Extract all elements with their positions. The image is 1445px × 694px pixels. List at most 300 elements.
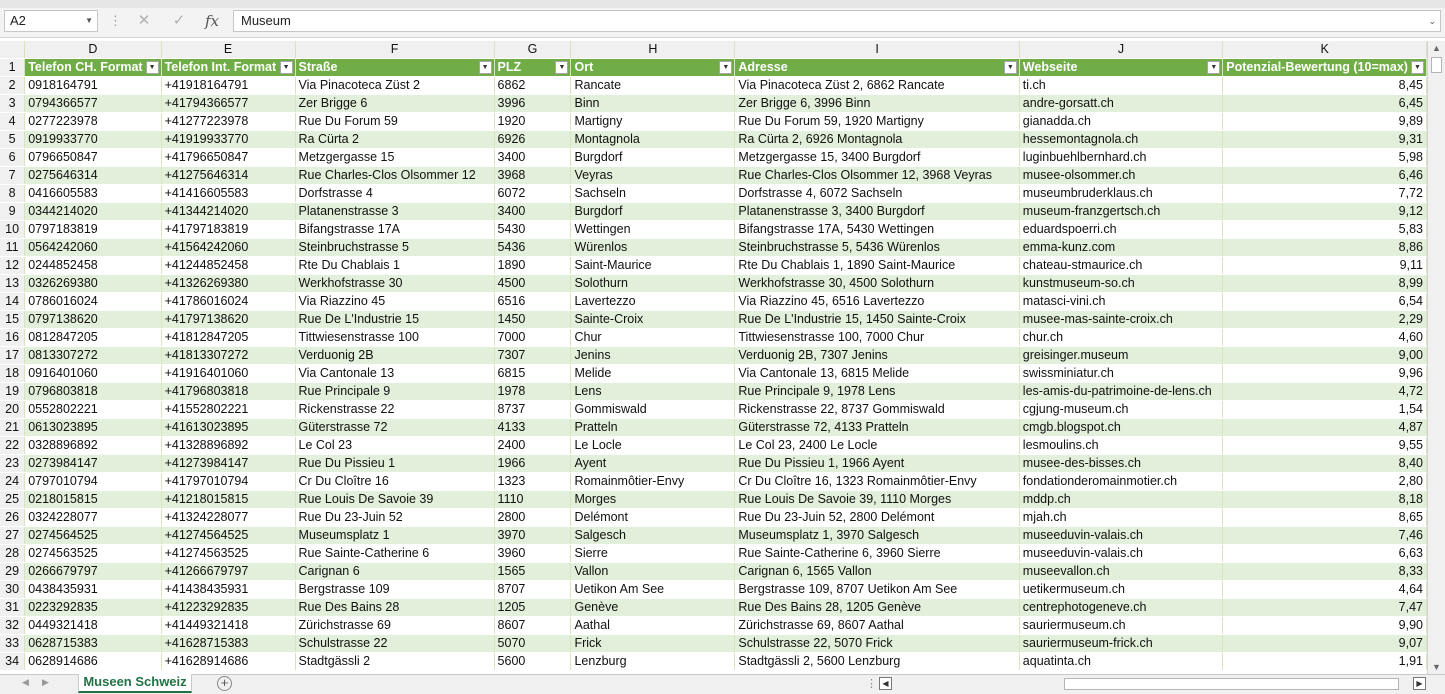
table-cell[interactable]: mddp.ch	[1019, 491, 1223, 509]
table-cell[interactable]: 0786016024	[25, 293, 161, 311]
row-number[interactable]: 8	[0, 185, 25, 203]
table-cell[interactable]: 3960	[494, 545, 571, 563]
table-cell[interactable]: +41274564525	[161, 527, 295, 545]
row-number[interactable]: 28	[0, 545, 25, 563]
table-cell[interactable]: musee-olsommer.ch	[1019, 167, 1223, 185]
table-cell[interactable]: Museumsplatz 1	[295, 527, 494, 545]
table-cell[interactable]: 0277223978	[25, 113, 161, 131]
table-cell[interactable]: Via Pinacoteca Züst 2, 6862 Rancate	[735, 77, 1019, 95]
table-cell[interactable]: 9,55	[1223, 437, 1427, 455]
table-cell[interactable]: 9,89	[1223, 113, 1427, 131]
table-cell[interactable]: 5070	[494, 635, 571, 653]
table-cell[interactable]: 0918164791	[25, 77, 161, 95]
table-cell[interactable]: 1890	[494, 257, 571, 275]
table-cell[interactable]: andre-gorsatt.ch	[1019, 95, 1223, 113]
table-cell[interactable]: +41797183819	[161, 221, 295, 239]
table-cell[interactable]: Binn	[571, 95, 735, 113]
column-header[interactable]: J	[1019, 41, 1223, 59]
table-cell[interactable]: 0328896892	[25, 437, 161, 455]
table-cell[interactable]: 5430	[494, 221, 571, 239]
table-cell[interactable]: Romainmôtier-Envy	[571, 473, 735, 491]
table-cell[interactable]: Rue Du Forum 59, 1920 Martigny	[735, 113, 1019, 131]
row-number[interactable]: 16	[0, 329, 25, 347]
table-cell[interactable]: Delémont	[571, 509, 735, 527]
table-cell[interactable]: 1966	[494, 455, 571, 473]
column-header[interactable]: D	[25, 41, 161, 59]
table-cell[interactable]: Carignan 6	[295, 563, 494, 581]
table-cell[interactable]: +41786016024	[161, 293, 295, 311]
table-cell[interactable]: mjah.ch	[1019, 509, 1223, 527]
table-cell[interactable]: Museumsplatz 1, 3970 Salgesch	[735, 527, 1019, 545]
table-cell[interactable]: Bifangstrasse 17A, 5430 Wettingen	[735, 221, 1019, 239]
table-cell[interactable]: 4,60	[1223, 329, 1427, 347]
table-cell[interactable]: 8607	[494, 617, 571, 635]
row-number[interactable]: 30	[0, 581, 25, 599]
table-cell[interactable]: Salgesch	[571, 527, 735, 545]
table-cell[interactable]: +41223292835	[161, 599, 295, 617]
table-cell[interactable]: +41328896892	[161, 437, 295, 455]
table-cell[interactable]: 7,46	[1223, 527, 1427, 545]
table-cell[interactable]: Rue Principale 9, 1978 Lens	[735, 383, 1019, 401]
formula-input[interactable]	[233, 10, 1441, 32]
table-cell[interactable]: Rickenstrasse 22, 8737 Gommiswald	[735, 401, 1019, 419]
table-cell[interactable]: 0274563525	[25, 545, 161, 563]
table-cell[interactable]: 0794366577	[25, 95, 161, 113]
insert-function-icon[interactable]: fx	[204, 12, 219, 30]
prev-sheet-icon[interactable]: ◀	[22, 677, 29, 687]
table-cell[interactable]: 8,18	[1223, 491, 1427, 509]
table-cell[interactable]: Stadtgässli 2	[295, 653, 494, 671]
table-cell[interactable]: 7,47	[1223, 599, 1427, 617]
table-cell[interactable]: +41552802221	[161, 401, 295, 419]
table-cell[interactable]: +41273984147	[161, 455, 295, 473]
row-number[interactable]: 20	[0, 401, 25, 419]
table-cell[interactable]: kunstmuseum-so.ch	[1019, 275, 1223, 293]
table-cell[interactable]: Rue Des Bains 28, 1205 Genève	[735, 599, 1019, 617]
table-cell[interactable]: 6,63	[1223, 545, 1427, 563]
row-number[interactable]: 29	[0, 563, 25, 581]
table-cell[interactable]: Steinbruchstrasse 5, 5436 Würenlos	[735, 239, 1019, 257]
row-number[interactable]: 11	[0, 239, 25, 257]
header-cell[interactable]	[1223, 59, 1427, 77]
table-cell[interactable]: Dorfstrasse 4, 6072 Sachseln	[735, 185, 1019, 203]
table-cell[interactable]: 9,12	[1223, 203, 1427, 221]
table-cell[interactable]: Rickenstrasse 22	[295, 401, 494, 419]
row-number[interactable]: 13	[0, 275, 25, 293]
table-cell[interactable]: 0797138620	[25, 311, 161, 329]
header-cell[interactable]	[571, 59, 735, 77]
table-cell[interactable]: +41628715383	[161, 635, 295, 653]
table-cell[interactable]: lesmoulins.ch	[1019, 437, 1223, 455]
table-cell[interactable]: Frick	[571, 635, 735, 653]
table-cell[interactable]: 0552802221	[25, 401, 161, 419]
table-cell[interactable]: Bergstrasse 109, 8707 Uetikon Am See	[735, 581, 1019, 599]
table-cell[interactable]: Le Col 23	[295, 437, 494, 455]
table-cell[interactable]: 4500	[494, 275, 571, 293]
row-number[interactable]: 19	[0, 383, 25, 401]
table-cell[interactable]: 1,54	[1223, 401, 1427, 419]
table-cell[interactable]: +41266679797	[161, 563, 295, 581]
table-cell[interactable]: +41449321418	[161, 617, 295, 635]
table-cell[interactable]: Genève	[571, 599, 735, 617]
table-cell[interactable]: 0916401060	[25, 365, 161, 383]
table-cell[interactable]: 1920	[494, 113, 571, 131]
table-cell[interactable]: Rue De L'Industrie 15, 1450 Sainte-Croix	[735, 311, 1019, 329]
add-sheet-icon[interactable]: +	[217, 676, 232, 691]
table-cell[interactable]: greisinger.museum	[1019, 347, 1223, 365]
table-cell[interactable]: Platanenstrasse 3, 3400 Burgdorf	[735, 203, 1019, 221]
row-number[interactable]: 7	[0, 167, 25, 185]
filter-dropdown-icon[interactable]: ▼	[1004, 61, 1017, 74]
vertical-scrollbar[interactable]	[1427, 41, 1445, 674]
table-cell[interactable]: Rancate	[571, 77, 735, 95]
header-cell[interactable]	[1019, 59, 1223, 77]
table-cell[interactable]: sauriermuseum-frick.ch	[1019, 635, 1223, 653]
split-handle-icon[interactable]: ⋮	[866, 678, 877, 690]
table-cell[interactable]: Dorfstrasse 4	[295, 185, 494, 203]
table-cell[interactable]: Lens	[571, 383, 735, 401]
table-cell[interactable]: 6926	[494, 131, 571, 149]
filter-dropdown-icon[interactable]: ▼	[1411, 61, 1424, 74]
table-cell[interactable]: Martigny	[571, 113, 735, 131]
table-cell[interactable]: +41918164791	[161, 77, 295, 95]
table-cell[interactable]: Chur	[571, 329, 735, 347]
table-cell[interactable]: 0797183819	[25, 221, 161, 239]
table-cell[interactable]: Schulstrasse 22, 5070 Frick	[735, 635, 1019, 653]
table-cell[interactable]: 4,64	[1223, 581, 1427, 599]
table-cell[interactable]: Metzgergasse 15	[295, 149, 494, 167]
table-cell[interactable]: 1,91	[1223, 653, 1427, 671]
table-cell[interactable]: 0273984147	[25, 455, 161, 473]
row-number[interactable]: 31	[0, 599, 25, 617]
table-cell[interactable]: ti.ch	[1019, 77, 1223, 95]
table-cell[interactable]: 0628914686	[25, 653, 161, 671]
table-cell[interactable]: Zer Brigge 6	[295, 95, 494, 113]
table-cell[interactable]: 0797010794	[25, 473, 161, 491]
table-cell[interactable]: Ayent	[571, 455, 735, 473]
name-box[interactable]	[4, 10, 98, 32]
column-header[interactable]: E	[161, 41, 295, 59]
table-cell[interactable]: Rue Sainte-Catherine 6, 3960 Sierre	[735, 545, 1019, 563]
table-cell[interactable]: Zer Brigge 6, 3996 Binn	[735, 95, 1019, 113]
table-cell[interactable]: Stadtgässli 2, 5600 Lenzburg	[735, 653, 1019, 671]
table-cell[interactable]: cgjung-museum.ch	[1019, 401, 1223, 419]
table-cell[interactable]: 0274564525	[25, 527, 161, 545]
table-cell[interactable]: 6815	[494, 365, 571, 383]
table-cell[interactable]: Rue Charles-Clos Olsommer 12	[295, 167, 494, 185]
vertical-scroll-thumb[interactable]	[1431, 57, 1442, 73]
table-cell[interactable]: swissminiatur.ch	[1019, 365, 1223, 383]
table-cell[interactable]: hessemontagnola.ch	[1019, 131, 1223, 149]
table-cell[interactable]: Rue Principale 9	[295, 383, 494, 401]
row-number[interactable]: 25	[0, 491, 25, 509]
table-cell[interactable]: museevallon.ch	[1019, 563, 1223, 581]
table-cell[interactable]: aquatinta.ch	[1019, 653, 1223, 671]
table-cell[interactable]: 9,11	[1223, 257, 1427, 275]
table-cell[interactable]: cmgb.blogspot.ch	[1019, 419, 1223, 437]
scroll-down-icon[interactable]: ▼	[1432, 662, 1441, 672]
table-cell[interactable]: Lenzburg	[571, 653, 735, 671]
row-number[interactable]: 14	[0, 293, 25, 311]
table-cell[interactable]: Würenlos	[571, 239, 735, 257]
row-number[interactable]: 1	[0, 59, 25, 77]
row-number[interactable]: 32	[0, 617, 25, 635]
table-cell[interactable]: Via Riazzino 45	[295, 293, 494, 311]
column-header[interactable]: G	[494, 41, 571, 59]
table-cell[interactable]: Ra Cürta 2	[295, 131, 494, 149]
row-number[interactable]: 5	[0, 131, 25, 149]
table-cell[interactable]: 2400	[494, 437, 571, 455]
table-cell[interactable]: +41812847205	[161, 329, 295, 347]
table-cell[interactable]: 0613023895	[25, 419, 161, 437]
filter-dropdown-icon[interactable]: ▼	[280, 61, 293, 74]
table-cell[interactable]: +41324228077	[161, 509, 295, 527]
table-cell[interactable]: +41797010794	[161, 473, 295, 491]
table-cell[interactable]: Wettingen	[571, 221, 735, 239]
table-cell[interactable]: centrephotogeneve.ch	[1019, 599, 1223, 617]
table-cell[interactable]: Rue Du Forum 59	[295, 113, 494, 131]
table-cell[interactable]: 0796803818	[25, 383, 161, 401]
table-cell[interactable]: 0628715383	[25, 635, 161, 653]
table-cell[interactable]: 6,45	[1223, 95, 1427, 113]
table-cell[interactable]: Metzgergasse 15, 3400 Burgdorf	[735, 149, 1019, 167]
horizontal-scroll-thumb[interactable]	[1064, 678, 1399, 690]
table-cell[interactable]: Cr Du Cloître 16	[295, 473, 494, 491]
table-cell[interactable]: Rue Des Bains 28	[295, 599, 494, 617]
table-cell[interactable]: 2,29	[1223, 311, 1427, 329]
row-number[interactable]: 26	[0, 509, 25, 527]
scroll-left-icon[interactable]: ◀	[879, 677, 892, 690]
table-cell[interactable]: +41919933770	[161, 131, 295, 149]
table-cell[interactable]: 0218015815	[25, 491, 161, 509]
table-cell[interactable]: +41218015815	[161, 491, 295, 509]
table-cell[interactable]: +41916401060	[161, 365, 295, 383]
table-cell[interactable]: Montagnola	[571, 131, 735, 149]
table-cell[interactable]: Sainte-Croix	[571, 311, 735, 329]
table-cell[interactable]: Gommiswald	[571, 401, 735, 419]
table-cell[interactable]: +41274563525	[161, 545, 295, 563]
table-cell[interactable]: +41796803818	[161, 383, 295, 401]
table-cell[interactable]: Zürichstrasse 69	[295, 617, 494, 635]
table-cell[interactable]: +41813307272	[161, 347, 295, 365]
filter-dropdown-icon[interactable]: ▼	[1207, 61, 1220, 74]
row-number[interactable]: 23	[0, 455, 25, 473]
table-cell[interactable]: Pratteln	[571, 419, 735, 437]
table-cell[interactable]: 8,86	[1223, 239, 1427, 257]
table-cell[interactable]: 1565	[494, 563, 571, 581]
table-cell[interactable]: luginbuehlbernhard.ch	[1019, 149, 1223, 167]
table-cell[interactable]: eduardspoerri.ch	[1019, 221, 1223, 239]
table-cell[interactable]: Lavertezzo	[571, 293, 735, 311]
table-cell[interactable]: 6,46	[1223, 167, 1427, 185]
row-number[interactable]: 3	[0, 95, 25, 113]
table-cell[interactable]: Rue Louis De Savoie 39	[295, 491, 494, 509]
table-cell[interactable]: 3400	[494, 203, 571, 221]
table-cell[interactable]: Platanenstrasse 3	[295, 203, 494, 221]
table-cell[interactable]: Cr Du Cloître 16, 1323 Romainmôtier-Envy	[735, 473, 1019, 491]
scroll-right-icon[interactable]: ▶	[1413, 677, 1426, 690]
header-cell[interactable]	[494, 59, 571, 77]
table-cell[interactable]: 6072	[494, 185, 571, 203]
table-cell[interactable]: 8737	[494, 401, 571, 419]
row-number[interactable]: 12	[0, 257, 25, 275]
table-cell[interactable]: Rue Sainte-Catherine 6	[295, 545, 494, 563]
table-cell[interactable]: Carignan 6, 1565 Vallon	[735, 563, 1019, 581]
table-cell[interactable]: 3970	[494, 527, 571, 545]
table-cell[interactable]: Aathal	[571, 617, 735, 635]
table-cell[interactable]: 0449321418	[25, 617, 161, 635]
table-cell[interactable]: Le Col 23, 2400 Le Locle	[735, 437, 1019, 455]
table-cell[interactable]: Rue Du Pissieu 1, 1966 Ayent	[735, 455, 1019, 473]
table-cell[interactable]: 7000	[494, 329, 571, 347]
table-cell[interactable]: 9,90	[1223, 617, 1427, 635]
table-cell[interactable]: sauriermuseum.ch	[1019, 617, 1223, 635]
next-sheet-icon[interactable]: ▶	[42, 677, 49, 687]
table-cell[interactable]: 2800	[494, 509, 571, 527]
table-cell[interactable]: Güterstrasse 72	[295, 419, 494, 437]
table-cell[interactable]: 0324228077	[25, 509, 161, 527]
table-cell[interactable]: Werkhofstrasse 30, 4500 Solothurn	[735, 275, 1019, 293]
row-number[interactable]: 33	[0, 635, 25, 653]
table-cell[interactable]: Tittwiesenstrasse 100	[295, 329, 494, 347]
table-cell[interactable]: 4133	[494, 419, 571, 437]
table-cell[interactable]: 1450	[494, 311, 571, 329]
table-cell[interactable]: 8707	[494, 581, 571, 599]
table-cell[interactable]: Rte Du Chablais 1, 1890 Saint-Maurice	[735, 257, 1019, 275]
table-cell[interactable]: Schulstrasse 22	[295, 635, 494, 653]
sheet-tab-museen-schweiz[interactable]: Museen Schweiz	[78, 674, 192, 693]
table-cell[interactable]: 0812847205	[25, 329, 161, 347]
table-cell[interactable]: 9,07	[1223, 635, 1427, 653]
table-cell[interactable]: +41344214020	[161, 203, 295, 221]
table-cell[interactable]: 0813307272	[25, 347, 161, 365]
table-cell[interactable]: museumbruderklaus.ch	[1019, 185, 1223, 203]
table-cell[interactable]: 0344214020	[25, 203, 161, 221]
table-cell[interactable]: +41277223978	[161, 113, 295, 131]
table-cell[interactable]: +41628914686	[161, 653, 295, 671]
table-cell[interactable]: Steinbruchstrasse 5	[295, 239, 494, 257]
table-cell[interactable]: 0266679797	[25, 563, 161, 581]
table-cell[interactable]: Verduonig 2B, 7307 Jenins	[735, 347, 1019, 365]
column-header[interactable]: K	[1223, 41, 1427, 59]
table-cell[interactable]: 7,72	[1223, 185, 1427, 203]
table-cell[interactable]: 8,40	[1223, 455, 1427, 473]
scroll-up-icon[interactable]: ▲	[1432, 43, 1441, 53]
table-cell[interactable]: Rue Charles-Clos Olsommer 12, 3968 Veyras	[735, 167, 1019, 185]
column-header[interactable]: F	[295, 41, 494, 59]
table-cell[interactable]: 1110	[494, 491, 571, 509]
expand-formula-bar-icon[interactable]: ⌄	[1428, 16, 1436, 26]
table-cell[interactable]: 0919933770	[25, 131, 161, 149]
table-cell[interactable]: museum-franzgertsch.ch	[1019, 203, 1223, 221]
table-cell[interactable]: 1978	[494, 383, 571, 401]
table-cell[interactable]: Bifangstrasse 17A	[295, 221, 494, 239]
table-cell[interactable]: 4,72	[1223, 383, 1427, 401]
row-number[interactable]: 22	[0, 437, 25, 455]
table-cell[interactable]: +41244852458	[161, 257, 295, 275]
table-cell[interactable]: 6,54	[1223, 293, 1427, 311]
table-cell[interactable]: chateau-stmaurice.ch	[1019, 257, 1223, 275]
table-cell[interactable]: 5,98	[1223, 149, 1427, 167]
table-cell[interactable]: museeduvin-valais.ch	[1019, 545, 1223, 563]
table-cell[interactable]: Morges	[571, 491, 735, 509]
table-cell[interactable]: Rue Louis De Savoie 39, 1110 Morges	[735, 491, 1019, 509]
table-cell[interactable]: 6862	[494, 77, 571, 95]
table-cell[interactable]: Melide	[571, 365, 735, 383]
table-cell[interactable]: 1323	[494, 473, 571, 491]
table-cell[interactable]: 0244852458	[25, 257, 161, 275]
table-cell[interactable]: Rue De L'Industrie 15	[295, 311, 494, 329]
table-cell[interactable]: Werkhofstrasse 30	[295, 275, 494, 293]
header-cell[interactable]	[735, 59, 1019, 77]
table-cell[interactable]: Uetikon Am See	[571, 581, 735, 599]
table-cell[interactable]: Ra Cürta 2, 6926 Montagnola	[735, 131, 1019, 149]
row-number[interactable]: 24	[0, 473, 25, 491]
table-cell[interactable]: musee-des-bisses.ch	[1019, 455, 1223, 473]
chevron-down-icon[interactable]: ▼	[85, 16, 93, 25]
table-cell[interactable]: 8,33	[1223, 563, 1427, 581]
table-cell[interactable]: +41438435931	[161, 581, 295, 599]
table-cell[interactable]: 0416605583	[25, 185, 161, 203]
table-cell[interactable]: emma-kunz.com	[1019, 239, 1223, 257]
table-cell[interactable]: Via Riazzino 45, 6516 Lavertezzo	[735, 293, 1019, 311]
table-cell[interactable]: 3400	[494, 149, 571, 167]
table-cell[interactable]: Zürichstrasse 69, 8607 Aathal	[735, 617, 1019, 635]
table-cell[interactable]: Saint-Maurice	[571, 257, 735, 275]
table-cell[interactable]: gianadda.ch	[1019, 113, 1223, 131]
table-cell[interactable]: 0564242060	[25, 239, 161, 257]
table-cell[interactable]: 0438435931	[25, 581, 161, 599]
table-cell[interactable]: +41613023895	[161, 419, 295, 437]
table-cell[interactable]: 0275646314	[25, 167, 161, 185]
row-number[interactable]: 4	[0, 113, 25, 131]
horizontal-scrollbar[interactable]	[878, 676, 1427, 692]
table-cell[interactable]: +41794366577	[161, 95, 295, 113]
table-cell[interactable]: 8,99	[1223, 275, 1427, 293]
row-number[interactable]: 10	[0, 221, 25, 239]
row-number[interactable]: 18	[0, 365, 25, 383]
table-cell[interactable]: 2,80	[1223, 473, 1427, 491]
table-cell[interactable]: Rte Du Chablais 1	[295, 257, 494, 275]
table-cell[interactable]: 4,87	[1223, 419, 1427, 437]
table-cell[interactable]: 8,45	[1223, 77, 1427, 95]
table-cell[interactable]: +41797138620	[161, 311, 295, 329]
table-cell[interactable]: 5600	[494, 653, 571, 671]
row-number[interactable]: 17	[0, 347, 25, 365]
table-cell[interactable]: 6516	[494, 293, 571, 311]
enter-icon[interactable]: ✓	[172, 12, 186, 29]
table-cell[interactable]: 9,96	[1223, 365, 1427, 383]
table-cell[interactable]: Via Cantonale 13, 6815 Melide	[735, 365, 1019, 383]
table-cell[interactable]: Rue Du 23-Juin 52	[295, 509, 494, 527]
table-cell[interactable]: 3968	[494, 167, 571, 185]
select-all-corner[interactable]	[0, 41, 25, 59]
table-cell[interactable]: 9,31	[1223, 131, 1427, 149]
row-number[interactable]: 27	[0, 527, 25, 545]
table-cell[interactable]: Tittwiesenstrasse 100, 7000 Chur	[735, 329, 1019, 347]
table-cell[interactable]: Vallon	[571, 563, 735, 581]
table-cell[interactable]: Jenins	[571, 347, 735, 365]
filter-dropdown-icon[interactable]: ▼	[479, 61, 492, 74]
cancel-icon[interactable]: ✕	[137, 12, 151, 29]
table-cell[interactable]: chur.ch	[1019, 329, 1223, 347]
table-cell[interactable]: +41416605583	[161, 185, 295, 203]
table-cell[interactable]: Burgdorf	[571, 149, 735, 167]
table-cell[interactable]: Le Locle	[571, 437, 735, 455]
table-cell[interactable]: +41326269380	[161, 275, 295, 293]
table-cell[interactable]: 5436	[494, 239, 571, 257]
row-number[interactable]: 2	[0, 77, 25, 95]
